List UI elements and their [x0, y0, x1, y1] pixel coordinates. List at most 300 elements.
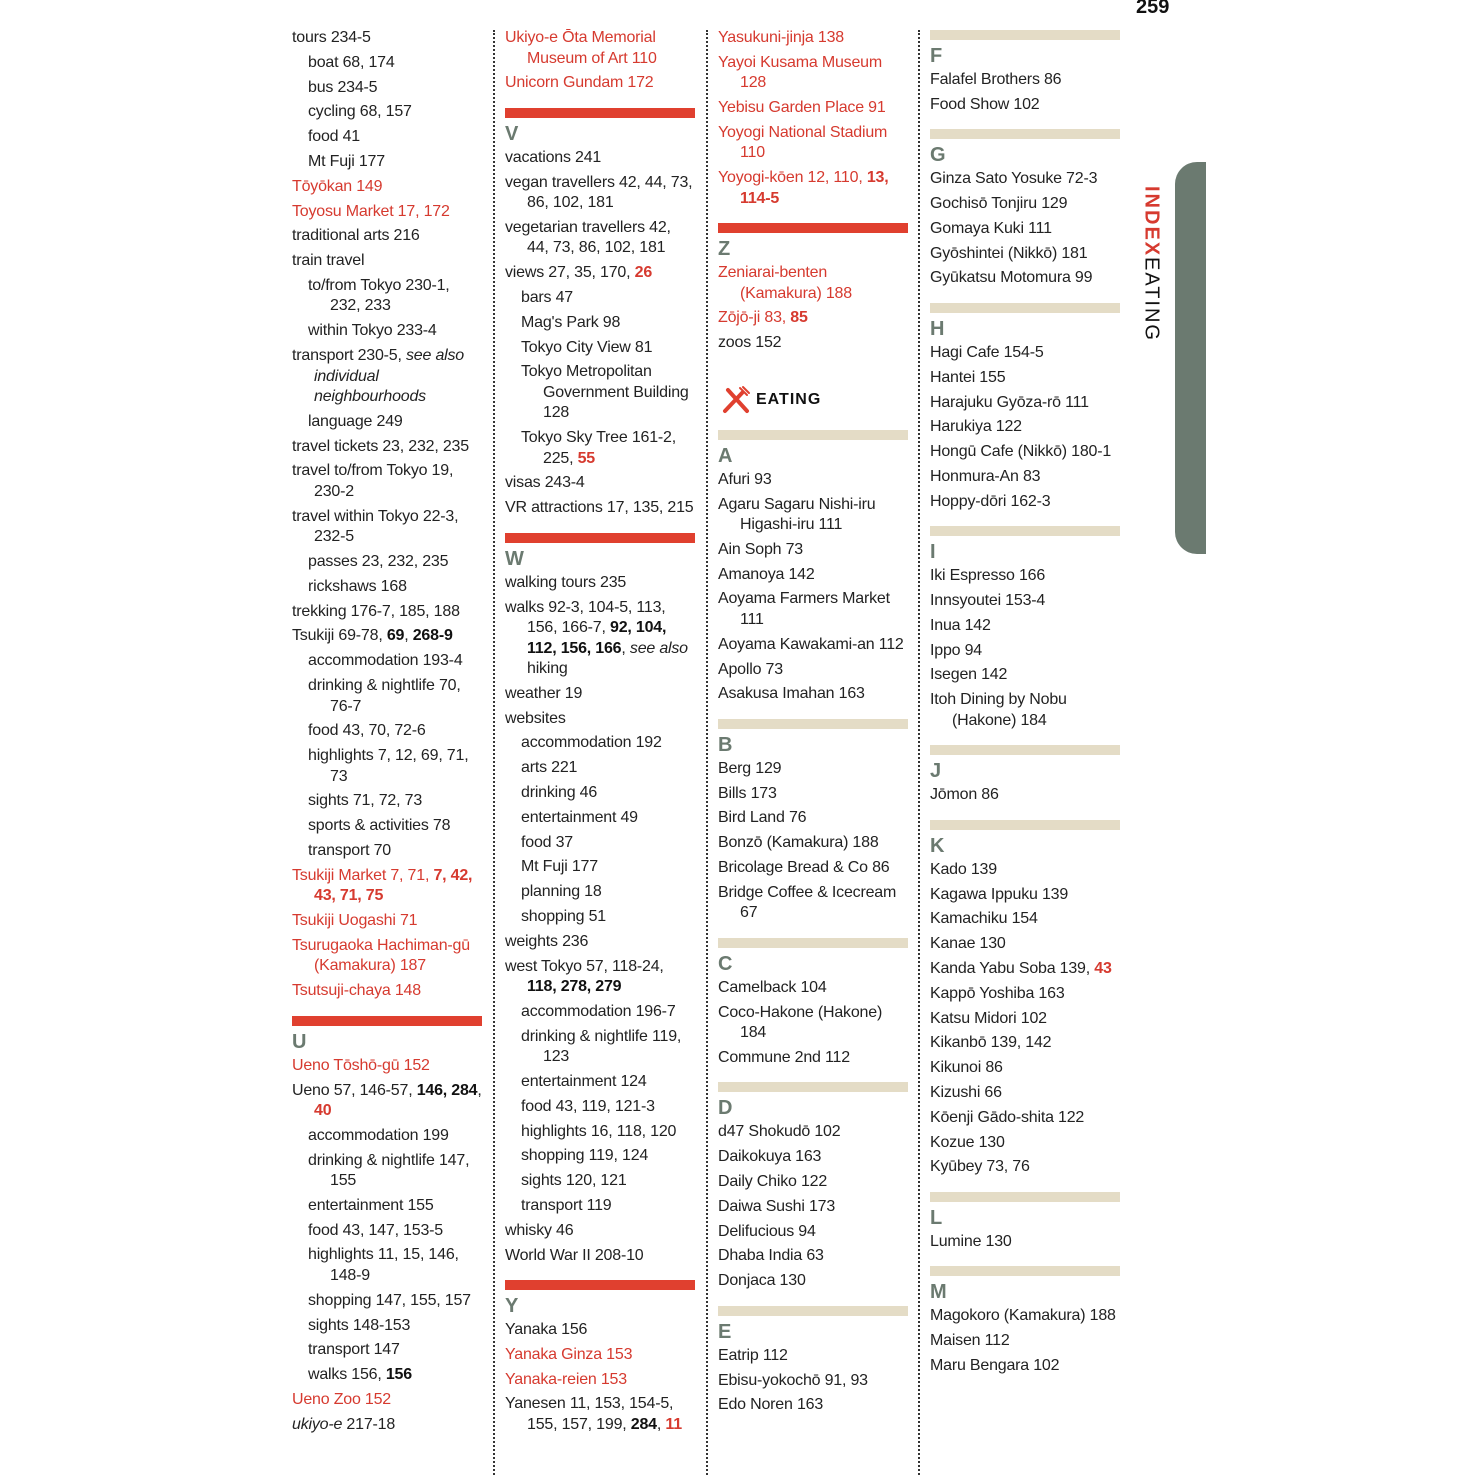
entry-text: Tsukiji Uogashi 71 [292, 912, 418, 930]
entry-map-ref: 69 [386, 627, 405, 645]
entry-text: visas 243-4 [505, 474, 585, 492]
index-entry [930, 393, 1120, 414]
index-entry [930, 959, 1120, 980]
entry-text: Delifucious 94 [718, 1222, 816, 1240]
section-divider-bar [292, 1016, 482, 1026]
entry-text: Unicorn Gundam 172 [505, 74, 654, 92]
entry-text: Yanaka-reien 153 [505, 1370, 627, 1388]
entry-map-ref: 156 [385, 1366, 412, 1384]
section-letter: H [930, 317, 945, 340]
index-subentry [505, 313, 695, 334]
index-entry [930, 1306, 1120, 1327]
index-entry [718, 540, 908, 561]
eating-section-heading [720, 384, 908, 416]
entry-see-also: see also [629, 639, 688, 657]
section-letter: E [718, 1320, 732, 1343]
entry-text: Tsurugaoka Hachiman-gū (Kamakura) 187 [292, 936, 470, 975]
entry-text: , [621, 639, 630, 657]
entry-map-ref: 146, 284 [416, 1081, 478, 1099]
entry-text: food 43, 147, 153-5 [308, 1221, 443, 1239]
entry-text: transport 119 [521, 1197, 612, 1214]
index-entry [718, 589, 908, 630]
entry-text: highlights 7, 12, 69, 71, 73 [308, 747, 469, 785]
index-subentry [292, 816, 482, 837]
entry-text: Zōjō-ji 83, [718, 309, 791, 327]
index-entry [930, 909, 1120, 930]
index-entry [930, 1133, 1120, 1154]
index-subentry [292, 552, 482, 573]
entry-image-ref: 85 [790, 309, 808, 327]
index-entry [505, 498, 695, 519]
entry-text: trekking 176-7, 185, 188 [292, 602, 460, 620]
index-subentry [292, 1126, 482, 1147]
column-divider [918, 30, 920, 1475]
entry-text: language 249 [308, 412, 403, 430]
section-divider-bar [718, 223, 908, 233]
entry-text: Kozue 130 [930, 1133, 1005, 1151]
entry-text: vacations 241 [505, 148, 602, 166]
index-entry [292, 1081, 482, 1122]
section-divider-bar [930, 745, 1120, 755]
section-divider-bar [718, 719, 908, 729]
entry-text: walks 156, [308, 1366, 386, 1384]
entry-map-ref: 268-9 [412, 627, 453, 645]
index-subentry [292, 102, 482, 123]
side-label-index: INDEX [1140, 186, 1163, 258]
index-entry [718, 1122, 908, 1143]
index-entry [718, 1371, 908, 1392]
index-subentry [292, 1365, 482, 1386]
entry-text: Hagi Cafe 154-5 [930, 343, 1044, 361]
entry-text: Ueno 57, 146-57, [292, 1081, 417, 1099]
section-letter: K [930, 834, 945, 857]
entry-text: cycling 68, 157 [308, 103, 412, 121]
index-entry [930, 1033, 1120, 1054]
index-entry [292, 28, 482, 49]
index-entry [930, 70, 1120, 91]
index-entry [718, 168, 908, 209]
section-divider-bar [930, 30, 1120, 40]
index-subentry [505, 1171, 695, 1192]
entry-text: sights 120, 121 [521, 1172, 627, 1190]
entry-text: Ueno Tōshō-gū 152 [292, 1056, 430, 1074]
section-letter: U [292, 1030, 307, 1053]
page-number: 259 [1136, 0, 1170, 18]
entry-text: Aoyama Kawakami-an 112 [718, 635, 904, 653]
index-entry [292, 177, 482, 198]
index-entry [718, 660, 908, 681]
entry-text: Camelback 104 [718, 978, 827, 996]
entry-text: whisky 46 [505, 1221, 574, 1239]
index-subentry [505, 758, 695, 779]
section-letter: J [930, 760, 942, 783]
index-entry [505, 709, 695, 730]
entry-text: Coco-Hakone (Hakone) 184 [718, 1003, 883, 1042]
entry-text: Bills 173 [718, 784, 777, 802]
entry-text: planning 18 [521, 883, 602, 901]
entry-text: Dhaba India 63 [718, 1247, 824, 1265]
entry-text: travel within Tokyo 22-3, 232-5 [292, 507, 459, 546]
index-subentry [292, 577, 482, 598]
entry-text: food 37 [521, 833, 573, 851]
index-subentry [505, 808, 695, 829]
entry-image-ref: 55 [577, 449, 595, 467]
entry-text: , [656, 1415, 666, 1433]
index-subentry [292, 78, 482, 99]
section-divider-bar [930, 820, 1120, 830]
index-entry [505, 1370, 695, 1391]
entry-text: Donjaca 130 [718, 1272, 806, 1290]
entry-text: weather 19 [505, 684, 583, 702]
entry-text: zoos 152 [718, 334, 782, 352]
entry-text: Honmura-An 83 [930, 467, 1041, 485]
index-entry [505, 473, 695, 494]
entry-text: train travel [292, 252, 365, 270]
index-entry [930, 95, 1120, 116]
index-subentry [505, 882, 695, 903]
index-subentry [505, 288, 695, 309]
entry-text: Yanaka Ginza 153 [505, 1345, 633, 1363]
entry-text: Asakusa Imahan 163 [718, 685, 865, 703]
index-subentry [505, 907, 695, 928]
entry-image-ref: 7, 42, 43, 71, 75 [314, 866, 473, 905]
index-entry [930, 1232, 1120, 1253]
index-subentry [505, 1097, 695, 1118]
index-entry [292, 226, 482, 247]
index-entry [718, 308, 908, 329]
index-entry [292, 251, 482, 272]
index-entry [930, 885, 1120, 906]
index-entry [292, 626, 482, 647]
index-column-1 [292, 28, 482, 1440]
entry-text: Magokoro (Kamakura) 188 [930, 1307, 1116, 1325]
entry-text: walking tours 235 [505, 573, 627, 591]
entry-text: boat 68, 174 [308, 53, 395, 71]
index-entry [930, 785, 1120, 806]
entry-text: Ukiyo-e Ōta Memorial Museum of Art 110 [505, 29, 657, 67]
entry-text: Edo Noren 163 [718, 1396, 824, 1414]
entry-text: websites [505, 709, 566, 727]
index-entry [718, 759, 908, 780]
entry-text: arts 221 [521, 759, 578, 777]
index-entry [292, 1390, 482, 1411]
entry-text: sights 148-153 [308, 1316, 411, 1334]
section-letter: L [930, 1206, 943, 1229]
index-subentry [505, 783, 695, 804]
entry-text: entertainment 155 [308, 1196, 434, 1214]
index-subentry [505, 338, 695, 359]
index-entry [505, 957, 695, 998]
index-subentry [292, 746, 482, 787]
index-entry [292, 346, 482, 408]
section-letter: C [718, 952, 733, 975]
index-entry [930, 1108, 1120, 1129]
index-entry [930, 219, 1120, 240]
entry-text: Apollo 73 [718, 660, 783, 678]
entry-text: vegetarian travellers 42, 44, 73, 86, 102, 181 [505, 218, 671, 257]
index-subentry [505, 1146, 695, 1167]
entry-text: Katsu Midori 102 [930, 1009, 1047, 1027]
index-entry [930, 690, 1120, 731]
section-divider-bar [505, 533, 695, 543]
entry-text: Mt Fuji 177 [521, 858, 598, 876]
entry-text: Commune 2nd 112 [718, 1048, 850, 1066]
index-subentry [292, 1196, 482, 1217]
index-subentry [505, 1122, 695, 1143]
eating-heading-text: EATING [756, 390, 822, 408]
entry-text: highlights 16, 118, 120 [521, 1122, 677, 1140]
index-entry [292, 507, 482, 548]
entry-text: Yoyogi-kōen 12, 110, [718, 169, 867, 187]
index-entry [718, 1003, 908, 1044]
index-entry [718, 53, 908, 94]
section-divider-bar [718, 938, 908, 948]
index-entry [718, 1222, 908, 1243]
section-divider-bar [718, 1082, 908, 1092]
entry-text: Ain Soph 73 [718, 540, 803, 558]
entry-text: Kizushi 66 [930, 1083, 1002, 1101]
index-entry [718, 1271, 908, 1292]
index-subentry [292, 1316, 482, 1337]
index-subentry [292, 1340, 482, 1361]
entry-see-also: see also individual neighbourhoods [314, 347, 464, 406]
entry-text: Kanda Yabu Soba 139, [930, 959, 1095, 977]
index-subentry [292, 1221, 482, 1242]
index-subentry [505, 1002, 695, 1023]
index-entry [930, 616, 1120, 637]
entry-text: Yanesen 11, 153, 154-5, 155, 157, 199, [505, 1395, 674, 1433]
entry-text: Kikunoi 86 [930, 1059, 1003, 1077]
index-entry [718, 883, 908, 924]
section-divider-bar [718, 1306, 908, 1316]
index-entry [292, 202, 482, 223]
entry-text: Daily Chiko 122 [718, 1173, 828, 1191]
entry-text: to/from Tokyo 230-1, 232, 233 [308, 276, 450, 315]
entry-text: Yebisu Garden Place 91 [718, 99, 886, 117]
entry-text: Innsyoutei 153-4 [930, 592, 1046, 610]
entry-text: Kappō Yoshiba 163 [930, 984, 1065, 1002]
entry-text: Tsukiji Market 7, 71, [292, 866, 434, 884]
entry-text: shopping 147, 155, 157 [308, 1291, 471, 1309]
entry-text: shopping 51 [521, 908, 606, 926]
column-divider [706, 30, 708, 1475]
entry-text: Daikokuya 163 [718, 1148, 822, 1166]
entry-text: Falafel Brothers 86 [930, 71, 1062, 88]
index-subentry [505, 362, 695, 424]
entry-text: Afuri 93 [718, 470, 772, 488]
index-entry [505, 148, 695, 169]
entry-text: accommodation 196-7 [521, 1002, 676, 1020]
index-entry [930, 665, 1120, 686]
index-entry [930, 467, 1120, 488]
index-entry [930, 641, 1120, 662]
entry-image-ref: 43 [1094, 959, 1112, 977]
entry-text: views 27, 35, 170, [505, 264, 635, 282]
index-subentry [505, 1196, 695, 1217]
entry-text: , [477, 1081, 482, 1099]
entry-text: Maisen 112 [930, 1332, 1010, 1350]
entry-map-ref: 284 [630, 1415, 657, 1433]
entry-text: Bridge Coffee & Icecream 67 [718, 883, 897, 922]
section-letter: W [505, 547, 524, 570]
index-entry [930, 492, 1120, 513]
index-entry [505, 684, 695, 705]
entry-text: Yoyogi National Stadium 110 [718, 123, 888, 162]
index-subentry [292, 412, 482, 433]
index-entry [930, 984, 1120, 1005]
entry-text: accommodation 193-4 [308, 652, 463, 670]
index-entry [718, 1246, 908, 1267]
index-entry [718, 1147, 908, 1168]
index-entry [718, 833, 908, 854]
entry-text: d47 Shokudō 102 [718, 1123, 841, 1141]
section-letter: I [930, 541, 936, 564]
entry-image-ref: 40 [314, 1102, 332, 1119]
index-subentry [292, 1291, 482, 1312]
section-divider-bar [930, 526, 1120, 536]
index-entry [718, 808, 908, 829]
index-entry [505, 1394, 695, 1435]
entry-image-ref: 26 [634, 264, 653, 282]
index-entry [292, 911, 482, 932]
entry-text: Kanae 130 [930, 935, 1006, 953]
section-letter: Y [505, 1295, 519, 1318]
index-column-4 [930, 28, 1120, 1381]
entry-text: drinking & nightlife 147, 155 [308, 1151, 470, 1190]
index-entry [718, 98, 908, 119]
entry-text: entertainment 49 [521, 808, 638, 826]
entry-text: Bird Land 76 [718, 809, 807, 827]
entry-text: Ueno Zoo 152 [292, 1390, 392, 1408]
entry-text: Itoh Dining by Nobu (Hakone) 184 [930, 691, 1067, 729]
index-entry [505, 573, 695, 594]
entry-text: Tōyōkan 149 [292, 177, 383, 195]
index-entry [930, 1058, 1120, 1079]
index-entry [292, 981, 482, 1002]
entry-text: drinking 46 [521, 784, 598, 802]
entry-text: Isegen 142 [930, 666, 1008, 684]
entry-text: food 43, 70, 72-6 [308, 722, 426, 740]
entry-map-ref: 92, 104, 112, 156, 166 [527, 619, 667, 657]
entry-text: Eatrip 112 [718, 1346, 788, 1364]
section-letter: Z [718, 238, 731, 261]
index-entry [930, 244, 1120, 265]
entry-text: transport 147 [308, 1341, 400, 1359]
entry-text: drinking & nightlife 70, 76-7 [308, 677, 461, 715]
index-subentry [292, 791, 482, 812]
entry-text: Toyosu Market 17, 172 [292, 202, 450, 220]
entry-text: Ginza Sato Yosuke 72-3 [930, 170, 1098, 188]
entry-text: Tokyo Metropolitan Government Building 128 [521, 363, 689, 422]
entry-text: transport 70 [308, 842, 391, 860]
index-entry [718, 858, 908, 879]
entry-text: Tsutsuji-chaya 148 [292, 982, 421, 1000]
index-entry [505, 598, 695, 680]
index-entry [292, 1415, 482, 1436]
index-subentry [505, 857, 695, 878]
entry-text: food 43, 119, 121-3 [521, 1097, 655, 1115]
index-entry [718, 784, 908, 805]
entry-text: Tsukiji 69-78, [292, 627, 387, 645]
entry-text: , [404, 627, 413, 645]
entry-text: Tokyo Sky Tree 161-2, 225, [521, 429, 676, 467]
index-entry [930, 1009, 1120, 1030]
index-entry [292, 461, 482, 502]
entry-text: transport 230-5, [292, 347, 406, 365]
index-entry [505, 1221, 695, 1242]
index-entry [718, 28, 908, 49]
entry-text: Gyōshintei (Nikkō) 181 [930, 244, 1088, 262]
index-entry [505, 932, 695, 953]
entry-text: Mt Fuji 177 [308, 152, 385, 170]
entry-text: Gomaya Kuki 111 [930, 219, 1052, 237]
entry-text: travel tickets 23, 232, 235 [292, 437, 469, 455]
entry-text: Bonzō (Kamakura) 188 [718, 834, 879, 852]
index-subentry [292, 841, 482, 862]
column-divider [493, 30, 495, 1475]
index-entry [718, 1197, 908, 1218]
index-entry [718, 123, 908, 164]
entry-italic-text: ukiyo-e [292, 1415, 343, 1433]
index-entry [718, 635, 908, 656]
index-subentry [292, 53, 482, 74]
entry-text: Harajuku Gyōza-rō 111 [930, 393, 1089, 411]
entry-text: Maru Bengara 102 [930, 1356, 1060, 1374]
entry-text: food 41 [308, 128, 360, 146]
entry-text: Jōmon 86 [930, 786, 999, 804]
index-entry [292, 602, 482, 623]
index-entry [718, 978, 908, 999]
entry-text: 217-18 [342, 1415, 396, 1433]
entry-text: Yayoi Kusama Museum 128 [718, 53, 882, 92]
entry-text: Ebisu-yokochō 91, 93 [718, 1371, 868, 1389]
section-letter: A [718, 444, 733, 467]
entry-text: tours 234-5 [292, 29, 371, 46]
index-entry [292, 866, 482, 907]
index-entry [718, 470, 908, 491]
index-entry [930, 268, 1120, 289]
index-entry [718, 1395, 908, 1416]
entry-text: shopping 119, 124 [521, 1147, 649, 1165]
index-entry [718, 684, 908, 705]
entry-text: Hantei 155 [930, 368, 1006, 386]
entry-image-ref: 13, 114-5 [740, 169, 889, 207]
entry-text: Yanaka 156 [505, 1321, 588, 1339]
entry-text: Gyūkatsu Motomura 99 [930, 269, 1093, 287]
entry-text: within Tokyo 233-4 [308, 322, 437, 340]
index-entry [930, 1356, 1120, 1377]
side-section-label [1136, 186, 1166, 346]
index-subentry [505, 733, 695, 754]
entry-text: Ippo 94 [930, 641, 982, 659]
index-entry [930, 442, 1120, 463]
entry-text: accommodation 192 [521, 734, 662, 752]
index-entry [930, 169, 1120, 190]
index-entry [505, 1345, 695, 1366]
index-entry [718, 1346, 908, 1367]
entry-text: sights 71, 72, 73 [308, 792, 423, 810]
index-subentry [292, 321, 482, 342]
index-entry [930, 1331, 1120, 1352]
index-entry [930, 1157, 1120, 1178]
side-label-eating: EATING [1140, 257, 1163, 343]
index-entry [930, 417, 1120, 438]
entry-text: Kōenji Gādo-shita 122 [930, 1108, 1085, 1126]
index-entry [930, 591, 1120, 612]
entry-text: passes 23, 232, 235 [308, 553, 449, 571]
index-subentry [292, 1151, 482, 1192]
section-letter: V [505, 122, 519, 145]
